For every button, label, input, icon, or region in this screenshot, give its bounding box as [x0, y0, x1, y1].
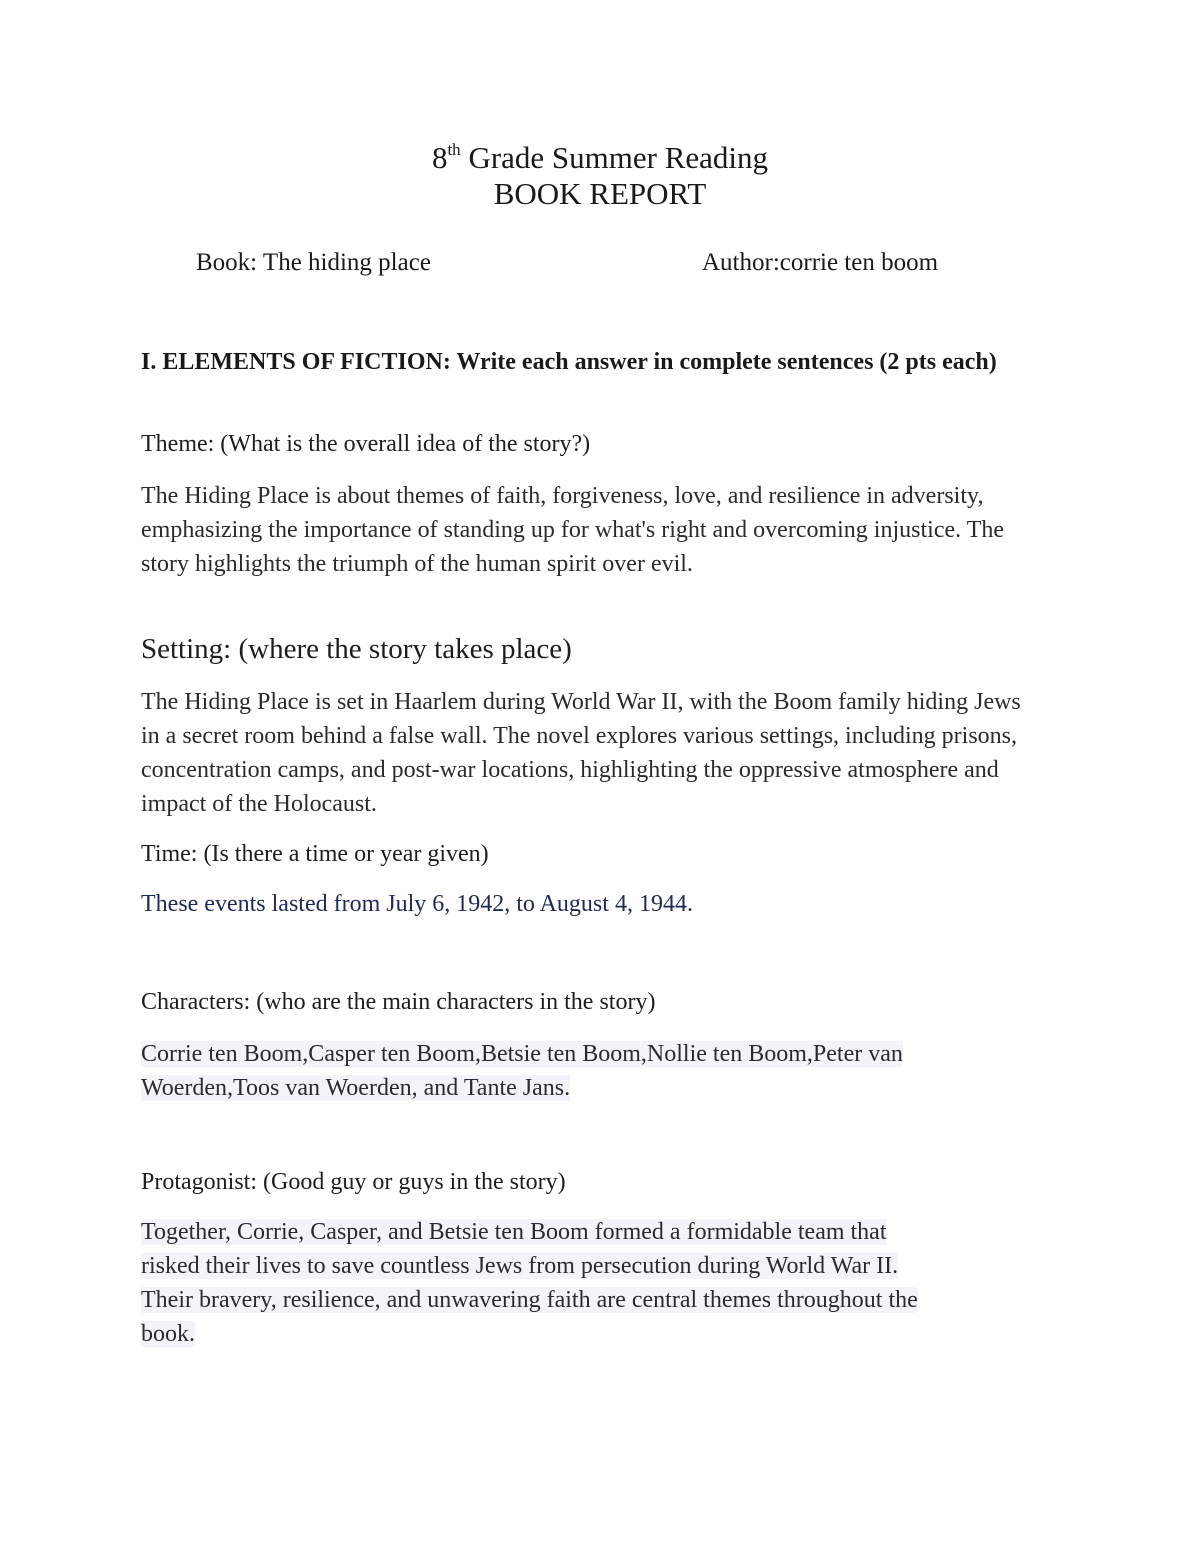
- report-title-line: [0, 140, 1200, 176]
- protagonist-answer-line: risked their lives to save countless Jews from persecution during World War II.: [141, 1253, 899, 1279]
- characters-answer: [141, 1037, 1041, 1105]
- theme-answer: The Hiding Place is about themes of faith, forgiveness, love, and resilience in adversity, emphasizing the importance of standing up for what's right and overcoming injustice. The story highlights the triumph of the human spirit over evil.: [141, 483, 1005, 577]
- protagonist-answer: [141, 1215, 1041, 1351]
- book-author: Author:corrie ten boom: [702, 249, 939, 276]
- protagonist-answer-line: Their bravery, resilience, and unwavering faith are central themes throughout the: [141, 1287, 918, 1313]
- book-title: Book: The hiding place: [196, 249, 431, 276]
- report-title: [0, 140, 1200, 212]
- characters-answer-line: Corrie ten Boom,Casper ten Boom,Betsie ten Boom,Nollie ten Boom,Peter van: [141, 1041, 903, 1067]
- grade-suffix: th: [447, 140, 461, 159]
- time-prompt: Time: (Is there a time or year given): [141, 841, 489, 867]
- theme-prompt: Theme: (What is the overall idea of the story?): [141, 431, 591, 457]
- setting-prompt: Setting: (where the story takes place): [141, 633, 572, 665]
- grade-number: 8: [431, 140, 448, 175]
- title-rest: Grade Summer Reading: [460, 140, 769, 175]
- protagonist-answer-line: book.: [141, 1321, 195, 1347]
- protagonist-answer-line: Together, Corrie, Casper, and Betsie ten Boom formed a formidable team that: [141, 1219, 887, 1245]
- section-heading: I. ELEMENTS OF FICTION: Write each answer in complete sentences (2 pts each): [141, 349, 997, 375]
- protagonist-prompt: Protagonist: (Good guy or guys in the story): [141, 1169, 566, 1195]
- characters-answer-line: Woerden,Toos van Woerden, and Tante Jans.: [141, 1075, 571, 1101]
- characters-prompt: Characters: (who are the main characters in the story): [141, 989, 656, 1015]
- report-subtitle: BOOK REPORT: [493, 176, 707, 211]
- setting-answer: The Hiding Place is set in Haarlem during World War II, with the Boom family hiding Jews in a secret room behind a false wall. The novel explores various settings, including prisons, concentration camps, and post-war locations, highlighting the oppressive atmosphere and impact of the Holocaust.: [141, 689, 1021, 817]
- time-answer: These events lasted from July 6, 1942, to August 4, 1944.: [141, 891, 693, 917]
